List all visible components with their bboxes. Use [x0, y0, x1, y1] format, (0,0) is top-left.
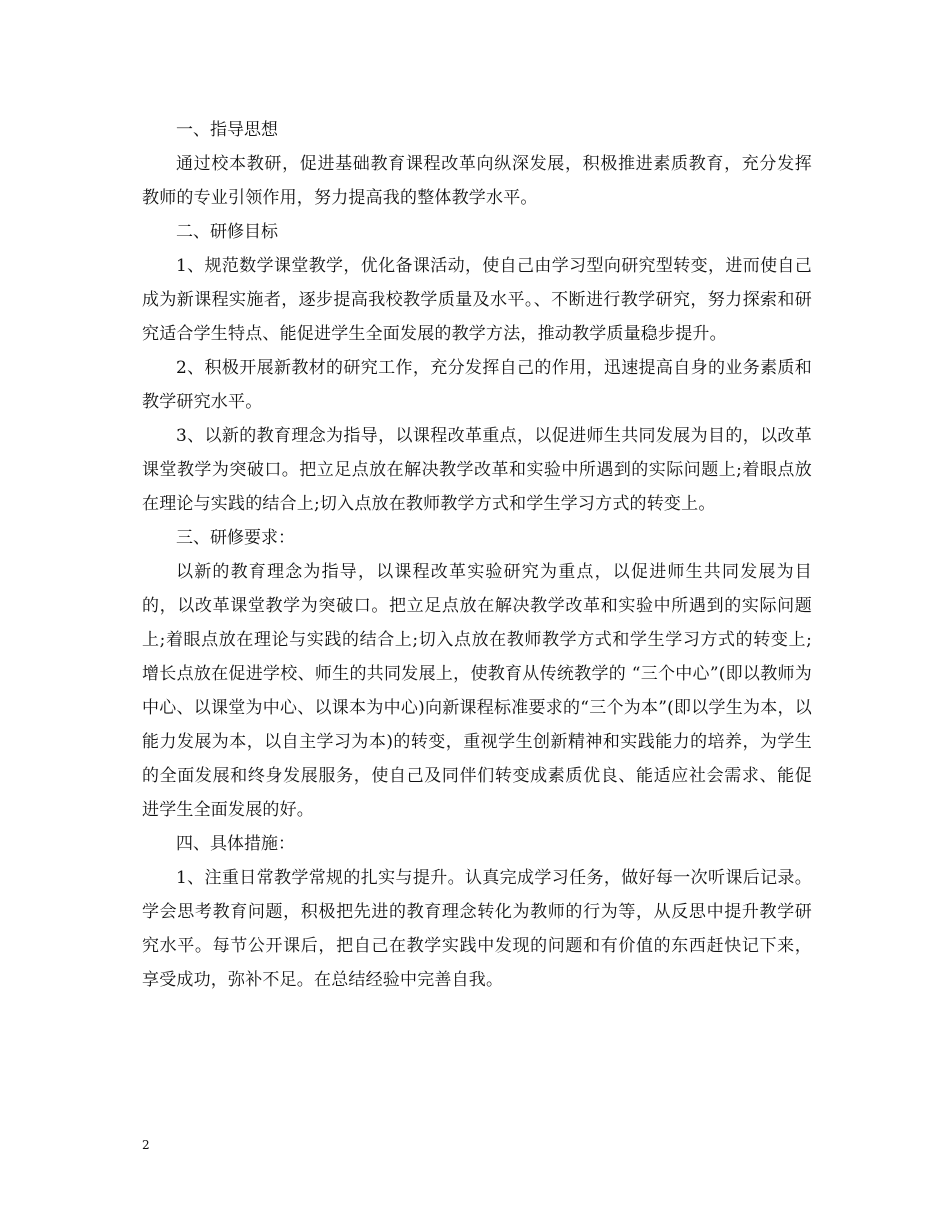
- paragraph-guiding-thought: 通过校本教研，促进基础教育课程改革向纵深发展，积极推进素质教育，充分发挥教师的专业引领作用，努力提高我的整体教学水平。: [142, 154, 812, 208]
- section-heading-training-requirements: 三、研修要求：: [176, 528, 295, 548]
- document-body: [142, 113, 812, 997]
- page-number: 2: [142, 1138, 150, 1152]
- paragraph-goal-3: 3、以新的教育理念为指导，以课程改革重点，以促进师生共同发展为目的，以改革课堂教学为突破口。把立足点放在解决教学改革和实验中所遇到的实际问题上;着眼点放在理论与实践的结合上;切入点放在教师教学方式和学生学习方式的转变上。: [142, 426, 812, 514]
- section-heading-guiding-thought: 一、指导思想: [176, 120, 278, 140]
- section-heading-training-goals: 二、研修目标: [176, 222, 278, 242]
- paragraph-requirements: 以新的教育理念为指导，以课程改革实验研究为重点，以促进师生共同发展为目的，以改革课堂教学为突破口。把立足点放在解决教学改革和实验中所遇到的实际问题上;着眼点放在理论与实践的结合上;切入点放在教师教学方式和学生学习方式的转变上;增长点放在促进学校、师生的共同发展上，使教育从传统教学的 “三个中心”(即以教师为中心、以课堂为中心、以课本为中心)向新课程标准要求的“三个为本”(即以学生为本，以能力发展为本，以自主学习为本)的转变，重视学生创新精神和实践能力的培养，为学生的全面发展和终身发展服务，使自己及同伴们转变成素质优良、能适应社会需求、能促进学生全面发展的好。: [142, 562, 812, 820]
- paragraph-measure-1: 1、注重日常教学常规的扎实与提升。认真完成学习任务，做好每一次听课后记录。学会思考教育问题，积极把先进的教育理念转化为教师的行为等，从反思中提升教学研究水平。每节公开课后，把自己在教学实践中发现的问题和有价值的东西赶快记下来，享受成功，弥补不足。在总结经验中完善自我。: [142, 868, 812, 990]
- section-heading-specific-measures: 四、具体措施：: [176, 834, 295, 854]
- paragraph-goal-1: 1、规范数学课堂教学，优化备课活动，使自己由学习型向研究型转变，进而使自己成为新课程实施者，逐步提高我校教学质量及水平。、不断进行教学研究，努力探索和研究适合学生特点、能促进学生全面发展的教学方法，推动教学质量稳步提升。: [142, 256, 812, 344]
- paragraph-goal-2: 2、积极开展新教材的研究工作，充分发挥自己的作用，迅速提高自身的业务素质和教学研究水平。: [142, 358, 812, 412]
